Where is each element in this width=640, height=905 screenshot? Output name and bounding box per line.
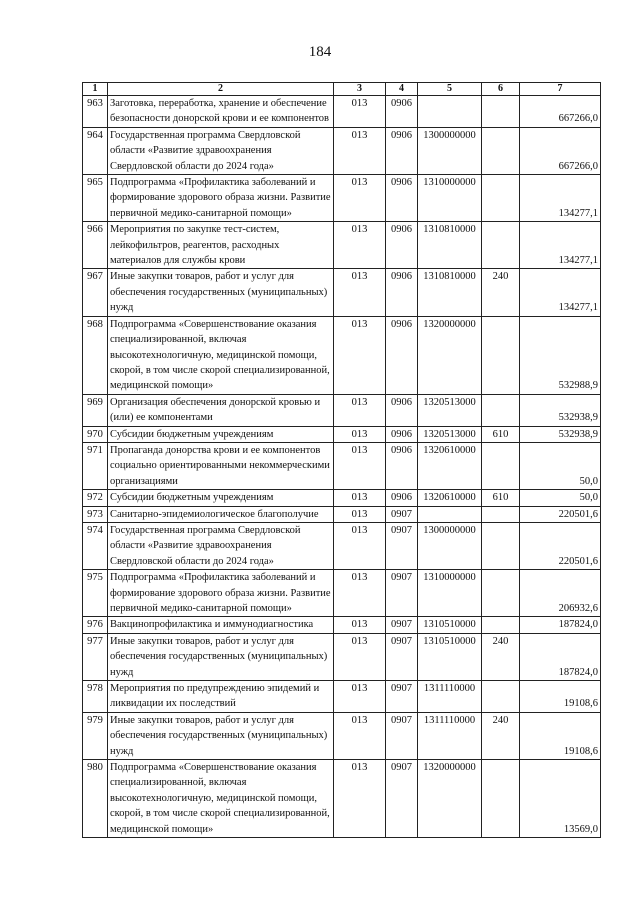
row-name: Подпрограмма «Совершенствование оказания специализированной, включая высокотехнологичную, медицинской помощи, скорой, в том числе скорой специализированной, медицинской помощи»: [108, 316, 334, 394]
header-col-4: 4: [386, 83, 418, 96]
row-code-3: 013: [334, 760, 386, 838]
row-amount: 667266,0: [520, 96, 601, 128]
row-amount: 50,0: [520, 490, 601, 506]
row-code-6: [482, 506, 520, 522]
row-amount: 220501,6: [520, 522, 601, 569]
row-code-5: 1300000000: [418, 127, 482, 174]
row-code-4: 0907: [386, 617, 418, 633]
row-code-4: 0906: [386, 490, 418, 506]
row-name: Субсидии бюджетным учреждениям: [108, 490, 334, 506]
table-row: [83, 506, 601, 522]
row-code-3: 013: [334, 442, 386, 489]
row-name: Субсидии бюджетным учреждениям: [108, 426, 334, 442]
table-row: [83, 633, 601, 680]
row-amount: 19108,6: [520, 712, 601, 759]
table-row: [83, 760, 601, 838]
row-name: Подпрограмма «Совершенствование оказания специализированной, включая высокотехнологичную, медицинской помощи, скорой, в том числе скорой специализированной, медицинской помощи»: [108, 760, 334, 838]
row-code-3: 013: [334, 127, 386, 174]
table-row: [83, 222, 601, 269]
row-number: 967: [83, 269, 108, 316]
row-code-3: 013: [334, 394, 386, 426]
row-number: 972: [83, 490, 108, 506]
row-code-4: 0906: [386, 316, 418, 394]
header-row: [83, 83, 601, 96]
row-code-5: 1310000000: [418, 175, 482, 222]
row-code-5: [418, 506, 482, 522]
row-code-4: 0906: [386, 175, 418, 222]
row-code-3: 013: [334, 522, 386, 569]
row-number: 968: [83, 316, 108, 394]
row-code-5: 1300000000: [418, 522, 482, 569]
row-code-3: 013: [334, 175, 386, 222]
row-number: 977: [83, 633, 108, 680]
row-code-4: 0906: [386, 394, 418, 426]
row-code-6: [482, 681, 520, 713]
table-row: [83, 681, 601, 713]
row-code-4: 0906: [386, 222, 418, 269]
row-code-3: 013: [334, 633, 386, 680]
row-name: Санитарно-эпидемиологическое благополучие: [108, 506, 334, 522]
row-number: 980: [83, 760, 108, 838]
row-code-3: 013: [334, 570, 386, 617]
row-amount: 667266,0: [520, 127, 601, 174]
row-amount: 50,0: [520, 442, 601, 489]
row-name: Иные закупки товаров, работ и услуг для обеспечения государственных (муниципальных) нужд: [108, 269, 334, 316]
row-code-3: 013: [334, 490, 386, 506]
row-amount: 532938,9: [520, 426, 601, 442]
row-code-5: 1310810000: [418, 222, 482, 269]
row-code-3: 013: [334, 617, 386, 633]
row-code-4: 0907: [386, 712, 418, 759]
row-code-5: 1320513000: [418, 426, 482, 442]
row-code-4: 0906: [386, 127, 418, 174]
row-code-5: 1311110000: [418, 712, 482, 759]
row-number: 973: [83, 506, 108, 522]
row-code-4: 0906: [386, 426, 418, 442]
row-code-5: 1310510000: [418, 617, 482, 633]
row-amount: 134277,1: [520, 269, 601, 316]
row-code-4: 0906: [386, 96, 418, 128]
row-code-5: 1320513000: [418, 394, 482, 426]
row-code-6: 610: [482, 426, 520, 442]
row-code-5: 1320000000: [418, 760, 482, 838]
row-code-3: 013: [334, 316, 386, 394]
row-number: 975: [83, 570, 108, 617]
row-code-3: 013: [334, 426, 386, 442]
budget-table: [82, 82, 601, 838]
row-amount: 19108,6: [520, 681, 601, 713]
row-code-3: 013: [334, 681, 386, 713]
table-row: [83, 96, 601, 128]
row-name: Мероприятия по закупке тест-систем, лейкофильтров, реагентов, расходных материалов для службы крови: [108, 222, 334, 269]
row-number: 979: [83, 712, 108, 759]
header-col-6: 6: [482, 83, 520, 96]
row-code-6: [482, 316, 520, 394]
row-name: Пропаганда донорства крови и ее компонентов социально ориентированными некоммерческими организациями: [108, 442, 334, 489]
header-col-7: 7: [520, 83, 601, 96]
row-number: 963: [83, 96, 108, 128]
row-code-6: [482, 127, 520, 174]
table-row: [83, 617, 601, 633]
row-code-6: 610: [482, 490, 520, 506]
row-amount: 134277,1: [520, 175, 601, 222]
row-code-6: [482, 617, 520, 633]
row-name: Заготовка, переработка, хранение и обеспечение безопасности донорской крови и ее компонентов: [108, 96, 334, 128]
row-code-3: 013: [334, 222, 386, 269]
row-number: 970: [83, 426, 108, 442]
row-code-3: 013: [334, 269, 386, 316]
page-number: 184: [308, 44, 332, 60]
row-code-5: 1310510000: [418, 633, 482, 680]
row-name: Организация обеспечения донорской кровью и (или) ее компонентами: [108, 394, 334, 426]
row-code-3: 013: [334, 712, 386, 759]
row-code-4: 0907: [386, 570, 418, 617]
row-number: 976: [83, 617, 108, 633]
row-amount: 206932,6: [520, 570, 601, 617]
row-code-4: 0907: [386, 760, 418, 838]
row-code-4: 0906: [386, 442, 418, 489]
header-col-3: 3: [334, 83, 386, 96]
table-row: [83, 490, 601, 506]
row-code-6: [482, 222, 520, 269]
row-amount: 13569,0: [520, 760, 601, 838]
row-name: Государственная программа Свердловской области «Развитие здравоохранения Свердловской области до 2024 года»: [108, 127, 334, 174]
table-row: [83, 522, 601, 569]
row-code-4: 0906: [386, 269, 418, 316]
row-code-6: 240: [482, 633, 520, 680]
table-row: [83, 442, 601, 489]
row-number: 971: [83, 442, 108, 489]
row-code-6: [482, 394, 520, 426]
row-number: 974: [83, 522, 108, 569]
row-name: Государственная программа Свердловской области «Развитие здравоохранения Свердловской области до 2024 года»: [108, 522, 334, 569]
table-row: [83, 316, 601, 394]
row-code-4: 0907: [386, 522, 418, 569]
header-col-2: 2: [108, 83, 334, 96]
row-code-5: 1320610000: [418, 490, 482, 506]
row-number: 966: [83, 222, 108, 269]
row-code-6: [482, 96, 520, 128]
row-number: 964: [83, 127, 108, 174]
row-code-5: 1310000000: [418, 570, 482, 617]
row-number: 978: [83, 681, 108, 713]
table-row: [83, 570, 601, 617]
row-code-5: 1310810000: [418, 269, 482, 316]
row-code-4: 0907: [386, 633, 418, 680]
row-amount: 187824,0: [520, 617, 601, 633]
row-name: Иные закупки товаров, работ и услуг для обеспечения государственных (муниципальных) нужд: [108, 712, 334, 759]
row-name: Иные закупки товаров, работ и услуг для обеспечения государственных (муниципальных) нужд: [108, 633, 334, 680]
header-col-5: 5: [418, 83, 482, 96]
table-row: [83, 394, 601, 426]
row-code-6: [482, 175, 520, 222]
row-number: 969: [83, 394, 108, 426]
row-code-3: 013: [334, 96, 386, 128]
row-amount: 187824,0: [520, 633, 601, 680]
row-code-6: [482, 442, 520, 489]
row-name: Мероприятия по предупреждению эпидемий и ликвидации их последствий: [108, 681, 334, 713]
row-code-3: 013: [334, 506, 386, 522]
row-name: Вакцинопрофилактика и иммунодиагностика: [108, 617, 334, 633]
table-row: [83, 426, 601, 442]
row-amount: 532988,9: [520, 316, 601, 394]
row-code-6: [482, 760, 520, 838]
row-code-6: [482, 570, 520, 617]
row-code-5: 1320000000: [418, 316, 482, 394]
row-code-5: 1311110000: [418, 681, 482, 713]
row-code-5: [418, 96, 482, 128]
row-amount: 220501,6: [520, 506, 601, 522]
row-code-6: 240: [482, 269, 520, 316]
row-code-6: [482, 522, 520, 569]
row-code-5: 1320610000: [418, 442, 482, 489]
row-number: 965: [83, 175, 108, 222]
row-amount: 134277,1: [520, 222, 601, 269]
table-row: [83, 175, 601, 222]
row-code-4: 0907: [386, 506, 418, 522]
table-row: [83, 127, 601, 174]
row-code-4: 0907: [386, 681, 418, 713]
table-row: [83, 712, 601, 759]
header-col-1: 1: [83, 83, 108, 96]
table-row: [83, 269, 601, 316]
row-code-6: 240: [482, 712, 520, 759]
row-name: Подпрограмма «Профилактика заболеваний и формирование здорового образа жизни. Развитие первичной медико-санитарной помощи»: [108, 175, 334, 222]
row-amount: 532938,9: [520, 394, 601, 426]
row-name: Подпрограмма «Профилактика заболеваний и формирование здорового образа жизни. Развитие первичной медико-санитарной помощи»: [108, 570, 334, 617]
